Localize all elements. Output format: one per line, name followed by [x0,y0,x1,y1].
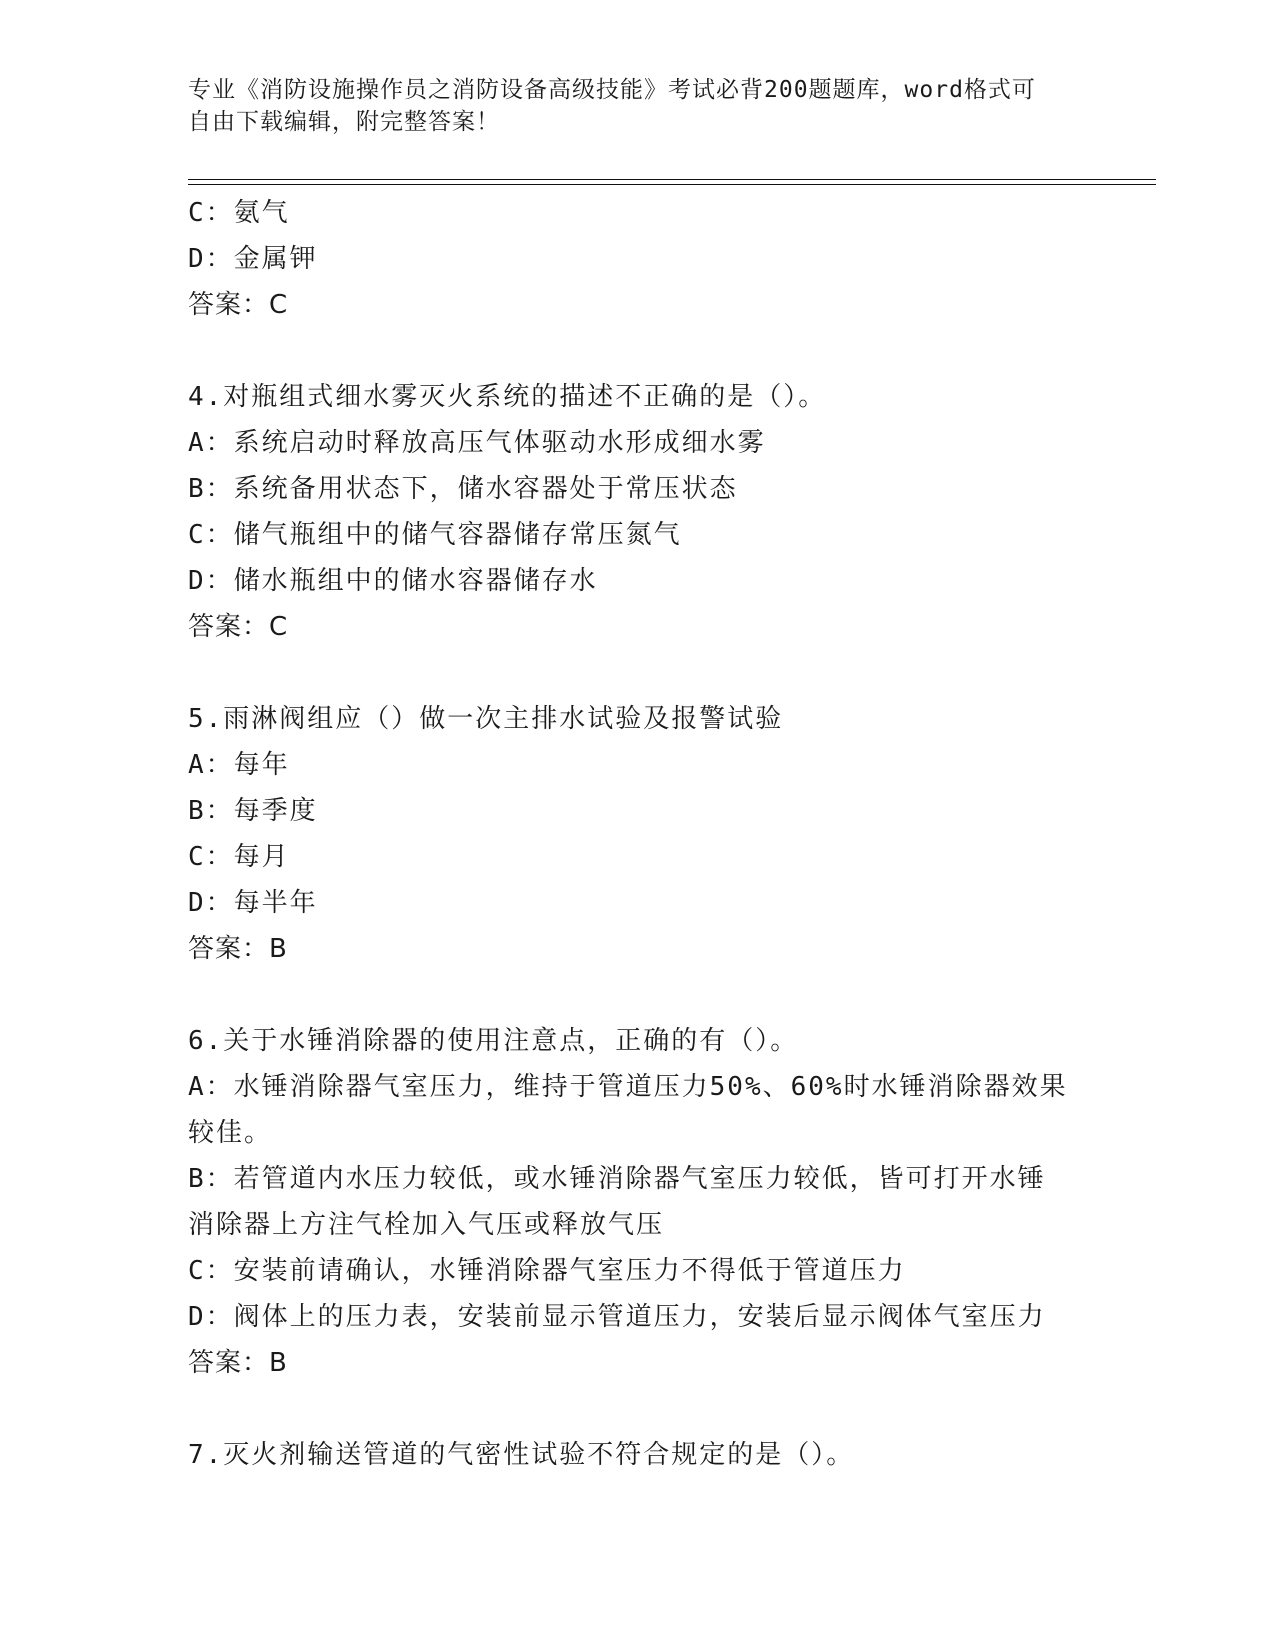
question-list [188,190,1088,1478]
q6-option-d: D：阀体上的压力表，安装前显示管道压力，安装后显示阀体气室压力 [188,1302,1046,1332]
header-line-1: 专业《消防设施操作员之消防设备高级技能》考试必背200题题库，word格式可 [188,77,1036,103]
q5-option-b: B：每季度 [188,796,318,826]
q6-option-c: C：安装前请确认，水锤消除器气室压力不得低于管道压力 [188,1256,906,1286]
q3-option-c: C：氨气 [188,198,290,228]
q3-option-d: D：金属钾 [188,244,318,274]
q6-answer: 答案：B [188,1348,288,1378]
q4-stem: 4.对瓶组式细水雾灭火系统的描述不正确的是（）。 [188,382,827,412]
q4-option-a: A：系统启动时释放高压气体驱动水形成细水雾 [188,428,766,458]
q6-option-a-line-2: 较佳。 [188,1118,273,1148]
q6-option-b-line-2: 消除器上方注气栓加入气压或释放气压 [188,1210,665,1240]
q6-stem: 6.关于水锤消除器的使用注意点，正确的有（）。 [188,1026,799,1056]
q7-stem: 7.灭火剂输送管道的气密性试验不符合规定的是（）。 [188,1440,855,1470]
q4-answer: 答案：C [188,612,289,642]
header-rule-top [188,179,1156,180]
q4-option-d: D：储水瓶组中的储水容器储存水 [188,566,598,596]
document-header [188,74,1068,138]
q5-option-d: D：每半年 [188,888,318,918]
q6-option-b-line-1: B：若管道内水压力较低，或水锤消除器气室压力较低，皆可打开水锤 [188,1164,1046,1194]
spacer [188,650,1088,696]
header-rule-bottom [188,184,1156,185]
q5-answer: 答案：B [188,934,288,964]
spacer [188,972,1088,1018]
q4-option-c: C：储气瓶组中的储气容器储存常压氮气 [188,520,682,550]
q5-stem: 5.雨淋阀组应（）做一次主排水试验及报警试验 [188,704,784,734]
q5-option-a: A：每年 [188,750,290,780]
q4-option-b: B：系统备用状态下，储水容器处于常压状态 [188,474,738,504]
q3-answer: 答案：C [188,290,289,320]
q6-option-a-line-1: A：水锤消除器气室压力，维持于管道压力50%、60%时水锤消除器效果 [188,1072,1068,1102]
spacer [188,1386,1088,1432]
header-line-2: 自由下载编辑，附完整答案！ [188,109,500,135]
q5-option-c: C：每月 [188,842,290,872]
spacer [188,328,1088,374]
